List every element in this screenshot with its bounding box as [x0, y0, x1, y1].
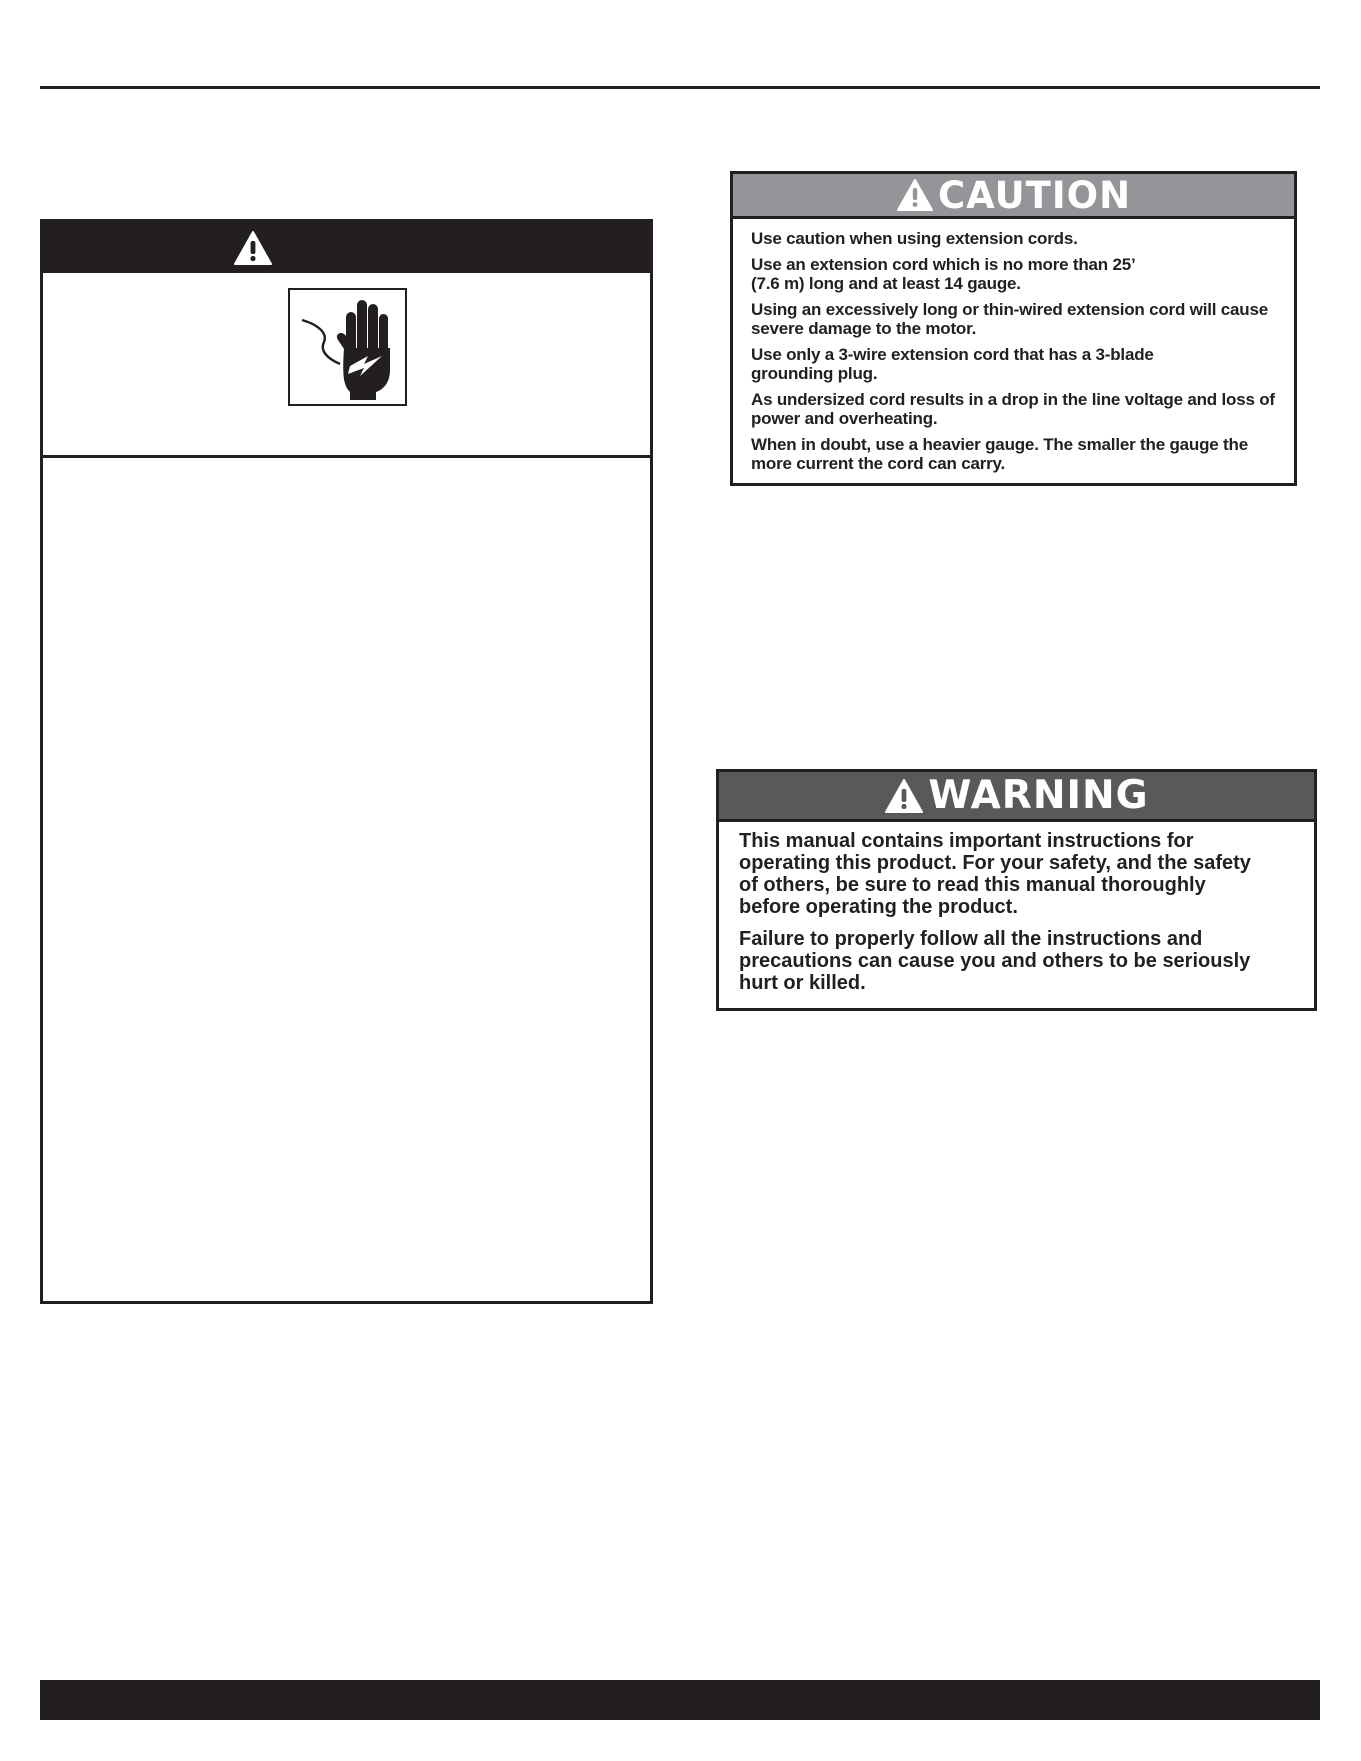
warning-paragraph: This manual contains important instructions for operating this product. For your safety, and the safety of others, be sure to read this manual thoroughly before operating the product.	[739, 830, 1251, 918]
caution-item: As undersized cord results in a drop in the line voltage and loss of power and overheating.	[751, 390, 1275, 428]
caution-item: Use an extension cord which is no more than 25’ (7.6 m) long and at least 14 gauge.	[751, 255, 1135, 293]
warning-label: WARNING	[928, 773, 1149, 818]
electrical-warning-header	[43, 222, 650, 273]
electrical-shock-hand-icon	[290, 290, 405, 404]
caution-header	[733, 174, 1294, 219]
pictogram-frame	[288, 288, 407, 406]
warning-box	[716, 769, 1317, 1011]
caution-item: Use caution when using extension cords.	[751, 229, 1078, 248]
alert-triangle-icon	[884, 778, 924, 814]
caution-label: CAUTION	[937, 173, 1132, 217]
caution-box	[730, 171, 1297, 486]
caution-item: Use only a 3-wire extension cord that has a 3-blade grounding plug.	[751, 345, 1154, 383]
warning-body	[719, 822, 1314, 994]
pictogram-area	[43, 273, 650, 458]
caution-item: Using an excessively long or thin-wired extension cord will cause severe damage to the motor.	[751, 300, 1268, 338]
warning-paragraph: Failure to properly follow all the instructions and precautions can cause you and others to be seriously hurt or killed.	[739, 928, 1251, 994]
electrical-warning-box	[40, 219, 653, 1304]
warning-header	[719, 772, 1314, 822]
footer-bar	[40, 1680, 1320, 1720]
caution-body	[733, 219, 1294, 473]
caution-item: When in doubt, use a heavier gauge. The smaller the gauge the more current the cord can carry.	[751, 435, 1248, 473]
top-rule	[40, 86, 1320, 89]
alert-triangle-icon	[896, 178, 934, 212]
alert-triangle-icon	[233, 230, 273, 266]
